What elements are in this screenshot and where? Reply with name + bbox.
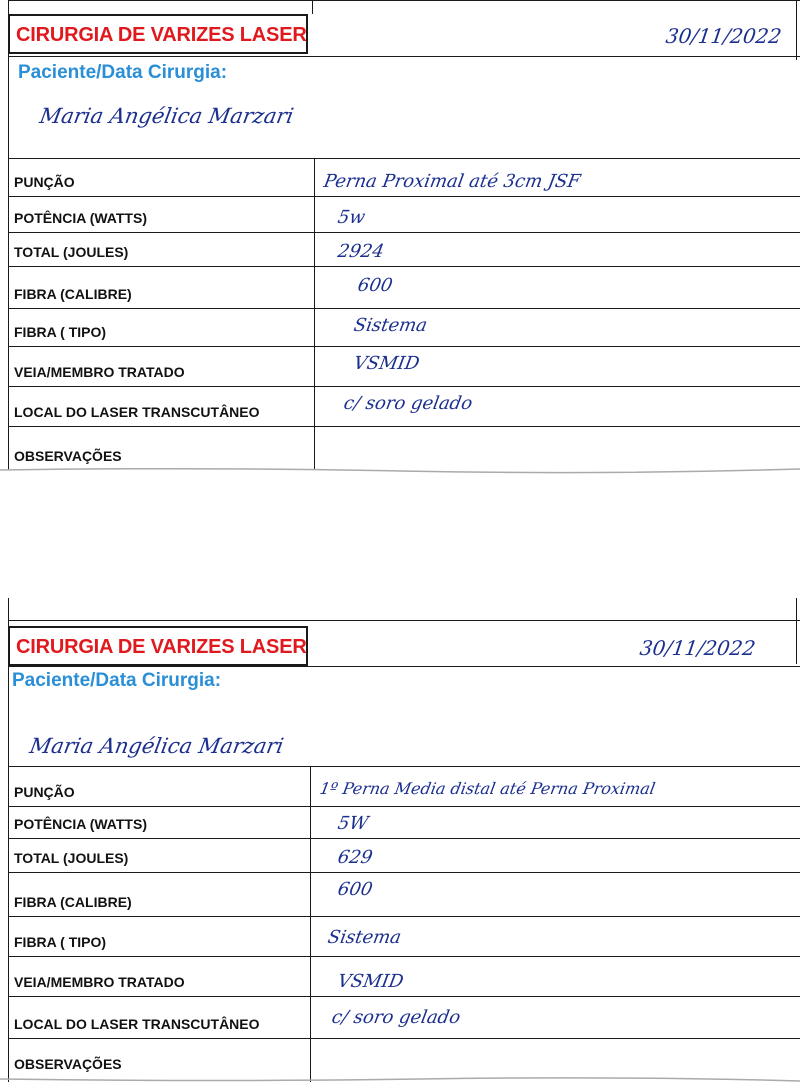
table-row xyxy=(8,232,800,266)
torn-edge xyxy=(0,1076,800,1084)
row-value: 5W xyxy=(336,813,370,834)
row-label: LOCAL DO LASER TRANSCUTÂNEO xyxy=(14,1016,260,1032)
row-value: 1º Perna Media distal até Perna Proximal xyxy=(318,779,657,798)
row-value: c/ soro gelado xyxy=(330,1007,462,1028)
table-row xyxy=(8,916,800,956)
title-box xyxy=(8,14,308,54)
form-top-border xyxy=(8,620,800,621)
header-divider xyxy=(8,56,800,57)
row-label: TOTAL (JOULES) xyxy=(14,244,129,260)
row-value: 5w xyxy=(336,207,367,228)
form-right-border xyxy=(796,598,797,664)
row-value: VSMID xyxy=(336,971,406,992)
row-label: PUNÇÃO xyxy=(14,174,75,190)
table-row xyxy=(8,386,800,426)
table-row xyxy=(8,346,800,386)
table-row xyxy=(8,1038,800,1078)
table-row xyxy=(8,956,800,996)
row-value: Sistema xyxy=(326,927,403,948)
torn-edge xyxy=(0,466,800,474)
row-value: 600 xyxy=(336,879,375,900)
patient-name: Maria Angélica Marzari xyxy=(37,104,296,128)
row-label: POTÊNCIA (WATTS) xyxy=(14,210,147,226)
title-divider xyxy=(312,0,313,14)
row-value: 2924 xyxy=(336,241,386,262)
row-label: TOTAL (JOULES) xyxy=(14,850,129,866)
table-row xyxy=(8,766,800,806)
surgery-date: 30/11/2022 xyxy=(664,24,783,48)
row-label: VEIA/MEMBRO TRATADO xyxy=(14,974,185,990)
table-row xyxy=(8,308,800,346)
table-row xyxy=(8,266,800,308)
row-value: 629 xyxy=(336,847,375,868)
table-row xyxy=(8,426,800,470)
table-row xyxy=(8,996,800,1038)
table-row xyxy=(8,872,800,916)
title-box xyxy=(8,626,308,666)
row-label: LOCAL DO LASER TRANSCUTÂNEO xyxy=(14,404,260,420)
row-label: FIBRA ( TIPO) xyxy=(14,934,107,950)
row-label: OBSERVAÇÕES xyxy=(14,448,122,464)
laser-surgery-form-1 xyxy=(0,0,800,470)
table-row xyxy=(8,806,800,838)
row-label: FIBRA (CALIBRE) xyxy=(14,286,132,302)
patient-date-label: Paciente/Data Cirurgia: xyxy=(12,670,222,691)
surgery-date: 30/11/2022 xyxy=(638,636,757,660)
row-value: 600 xyxy=(356,275,395,296)
row-label: FIBRA (CALIBRE) xyxy=(14,894,132,910)
form-title: CIRURGIA DE VARIZES LASER xyxy=(16,24,307,46)
row-value: Perna Proximal até 3cm JSF xyxy=(322,171,582,192)
form-right-border xyxy=(796,0,797,60)
header-divider xyxy=(8,666,800,667)
row-value: Sistema xyxy=(352,315,429,336)
patient-date-label: Paciente/Data Cirurgia: xyxy=(18,62,228,83)
table-row xyxy=(8,838,800,872)
laser-surgery-form-2 xyxy=(0,598,800,1082)
table-row xyxy=(8,196,800,232)
form-title: CIRURGIA DE VARIZES LASER xyxy=(16,636,307,658)
table-row xyxy=(8,158,800,196)
row-label: VEIA/MEMBRO TRATADO xyxy=(14,364,185,380)
row-value: c/ soro gelado xyxy=(342,393,474,414)
row-label: PUNÇÃO xyxy=(14,784,75,800)
row-value: VSMID xyxy=(352,353,422,374)
form-top-border xyxy=(8,0,800,1)
row-label: FIBRA ( TIPO) xyxy=(14,324,107,340)
row-label: POTÊNCIA (WATTS) xyxy=(14,816,147,832)
patient-name: Maria Angélica Marzari xyxy=(27,734,286,758)
row-label: OBSERVAÇÕES xyxy=(14,1056,122,1072)
